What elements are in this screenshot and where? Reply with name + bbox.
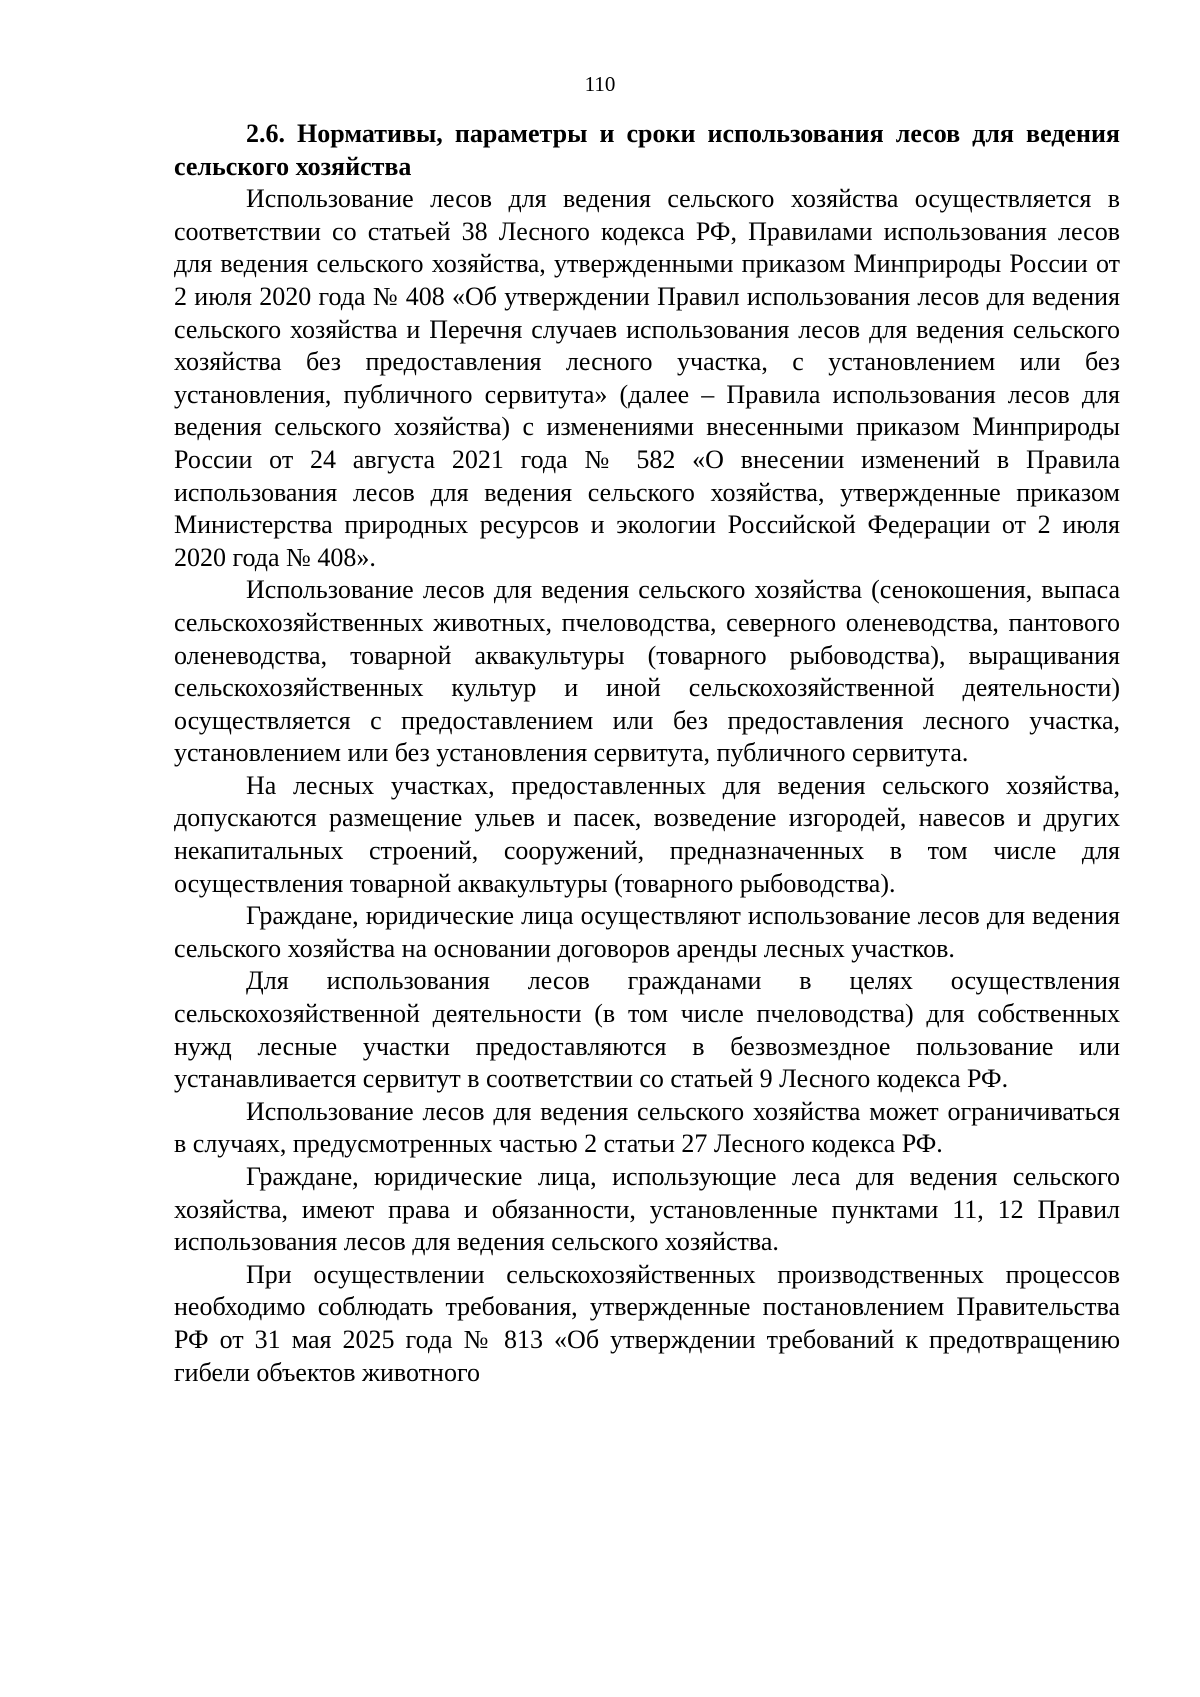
paragraph-6: Использование лесов для ведения сельского хозяйства может ограничиваться в случаях, предусмотренных частью 2 статьи 27 Лесного кодекса РФ. bbox=[174, 1096, 1120, 1159]
paragraph-2: Использование лесов для ведения сельского хозяйства (сенокошения, выпаса сельскохозяйственных животных, пчеловодства, северного оленеводства, пантового оленеводства, товарной аквакультуры (товарного рыбоводства), выращивания сельскохозяйственных культур и иной сельскохозяйственной деятельности) осуществляется с предоставлением или без предоставления лесного участка, установлением или без установления сервитута, публичного сервитута. bbox=[174, 575, 1120, 768]
paragraph-4: Граждане, юридические лица осуществляют использование лесов для ведения сельского хозяйства на основании договоров аренды лесных участков. bbox=[174, 901, 1120, 963]
paragraph-3: На лесных участках, предоставленных для ведения сельского хозяйства, допускаются размещение ульев и пасек, возведение изгородей, навесов и других некапитальных строений, сооружений, предназначенных в том числе для осуществления товарной аквакультуры (товарного рыбоводства). bbox=[174, 770, 1120, 898]
page-number: 110 bbox=[584, 72, 616, 96]
paragraph-8: При осуществлении сельскохозяйственных производственных процессов необходимо соблюдать требования, утвержденные постановлением Правительства РФ от 31 мая 2025 года № 813 «Об утверждении требований к предотвращению гибели объектов животного bbox=[174, 1259, 1120, 1387]
section-heading: 2.6. Нормативы, параметры и сроки использования лесов для ведения сельского хозяйства bbox=[174, 119, 1120, 181]
paragraph-7: Граждане, юридические лица, использующие леса для ведения сельского хозяйства, имеют права и обязанности, установленные пунктами 11, 12 Правил использования лесов для ведения сельского хозяйства. bbox=[174, 1162, 1120, 1257]
paragraph-1: Использование лесов для ведения сельского хозяйства осуществляется в соответствии со статьей 38 Лесного кодекса РФ, Правилами использования лесов для ведения сельского хозяйства, утвержденными приказом Минприроды России от 2 июля 2020 года № 408 «Об утверждении Правил использования лесов для ведения сельского хозяйства и Перечня случаев использования лесов для ведения сельского хозяйства без предоставления лесного участка, с установлением или без установления, публичного сервитута» (далее – Правила использования лесов для ведения сельского хозяйства) с изменениями внесенными приказом Минприроды России от 24 августа 2021 года № 582 «О внесении изменений в Правила использования лесов для ведения сельского хозяйства, утвержденные приказом Министерства природных ресурсов и экологии Российской Федерации от 2 июля 2020 года № 408». bbox=[174, 184, 1120, 572]
paragraph-5: Для использования лесов гражданами в целях осуществления сельскохозяйственной деятельности (в том числе пчеловодства) для собственных нужд лесные участки предоставляются в безвозмездное пользование или устанавливается сервитут в соответствии со статьей 9 Лесного кодекса РФ. bbox=[174, 966, 1120, 1094]
page-body bbox=[174, 118, 1120, 1389]
